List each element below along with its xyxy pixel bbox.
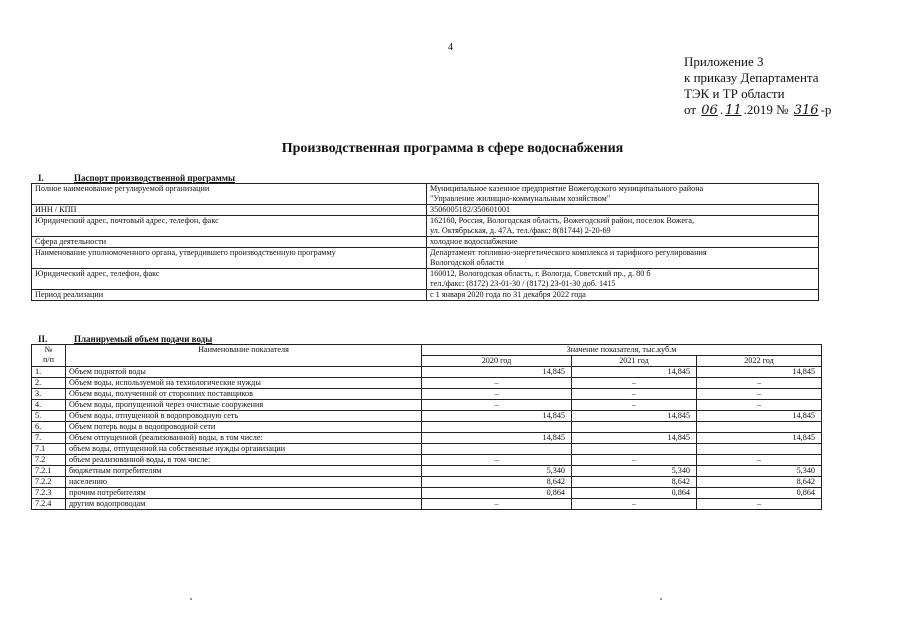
passport-key: Юридический адрес, почтовый адрес, телефон, факс <box>32 216 427 237</box>
passport-value-line: 3506005182/350601001 <box>430 205 511 214</box>
passport-key: Полное наименование регулируемой организации <box>32 184 427 205</box>
passport-value-line: холодное водоснабжение <box>430 237 518 246</box>
row-number: 7. <box>32 433 66 444</box>
passport-row <box>32 205 819 216</box>
volume-row <box>32 367 822 378</box>
row-number: 3. <box>32 389 66 400</box>
value-cell: 14,845 <box>572 433 697 444</box>
value-cell: – <box>697 378 822 389</box>
indicator-name: бюджетным потребителям <box>66 466 422 477</box>
order-number-suffix: -р <box>820 102 832 117</box>
value-cell: – <box>697 389 822 400</box>
indicator-name: Объем воды, отпущенной в водопроводную сеть <box>66 411 422 422</box>
indicator-name: другим водопроводам <box>66 499 422 510</box>
passport-key: Период реализации <box>32 290 427 301</box>
value-cell: – <box>422 378 572 389</box>
volume-row <box>32 455 822 466</box>
value-cell: – <box>422 499 572 510</box>
passport-value-line: "Управление жилищно-коммунальным хозяйством" <box>430 194 611 203</box>
value-cell: 14,845 <box>422 433 572 444</box>
passport-key: Юридический адрес, телефон, факс <box>32 269 427 290</box>
passport-row <box>32 184 819 205</box>
section-2-number: II. <box>38 334 48 344</box>
row-number: 7.2.4 <box>32 499 66 510</box>
passport-value-line: Муниципальное казенное предприятие Вожегодского муниципального района <box>430 184 704 193</box>
value-cell <box>572 444 697 455</box>
value-cell: – <box>422 455 572 466</box>
value-cell: – <box>572 455 697 466</box>
value-cell: – <box>572 400 697 411</box>
row-number: 7.2.3 <box>32 488 66 499</box>
passport-value-line: Департамент топливно-энергетического комплекса и тарифного регулирования <box>430 248 707 257</box>
value-cell: 14,845 <box>572 367 697 378</box>
value-cell: – <box>422 400 572 411</box>
volume-row <box>32 422 822 433</box>
volume-row <box>32 378 822 389</box>
passport-value-line: с 1 января 2020 года по 31 декабря 2022 года <box>430 290 586 299</box>
value-cell: 8,642 <box>697 477 822 488</box>
scan-speck <box>660 598 662 600</box>
value-cell: 0,864 <box>422 488 572 499</box>
passport-value <box>427 269 819 290</box>
passport-row <box>32 248 819 269</box>
appendix-line-3: ТЭК и ТР области <box>684 86 785 101</box>
date-month: 11 <box>725 103 742 118</box>
appendix-line-1: Приложение 3 <box>684 54 764 69</box>
passport-value-line: Вологодской области <box>430 258 504 267</box>
row-number: 7.2.1 <box>32 466 66 477</box>
passport-value-line: тел./факс: (8172) 23-01-30 / (8172) 23-01-30 доб. 1415 <box>430 279 616 288</box>
value-cell: – <box>572 378 697 389</box>
passport-key: Наименование уполномоченного органа, утвердившего производственную программу <box>32 248 427 269</box>
date-day: 06 <box>701 103 718 118</box>
value-cell <box>572 422 697 433</box>
passport-row <box>32 216 819 237</box>
section-1-title: Паспорт производственной программы <box>74 173 235 183</box>
row-number: 7.2 <box>32 455 66 466</box>
volume-row <box>32 499 822 510</box>
value-cell: 5,340 <box>422 466 572 477</box>
volume-row <box>32 400 822 411</box>
row-number: 7.2.2 <box>32 477 66 488</box>
indicator-name: объем реализованной воды, в том числе: <box>66 455 422 466</box>
date-year: .2019 № <box>743 102 789 117</box>
passport-value-line: 160012, Вологодская область, г. Вологда, Советский пр., д. 80 б <box>430 269 651 278</box>
value-cell: 14,845 <box>572 411 697 422</box>
indicator-name: Объем воды, пропущенной через очистные сооружения <box>66 400 422 411</box>
passport-key: Сфера деятельности <box>32 237 427 248</box>
indicator-name: Объем отпущенной (реализованной) воды, в том числе: <box>66 433 422 444</box>
indicator-name: Объем воды, полученной от сторонних поставщиков <box>66 389 422 400</box>
indicator-name: населению <box>66 477 422 488</box>
order-number: 316 <box>793 103 819 118</box>
value-cell: – <box>572 389 697 400</box>
value-cell: 14,845 <box>422 367 572 378</box>
volume-table <box>31 344 822 510</box>
passport-key: ИНН / КПП <box>32 205 427 216</box>
value-cell: – <box>697 455 822 466</box>
volume-row <box>32 389 822 400</box>
header-value-group: Значение показателя, тыс.куб.м <box>422 345 822 356</box>
value-cell: 5,340 <box>572 466 697 477</box>
value-cell <box>422 444 572 455</box>
volume-row <box>32 466 822 477</box>
row-number: 2. <box>32 378 66 389</box>
value-cell: 8,642 <box>422 477 572 488</box>
value-cell: 14,845 <box>697 433 822 444</box>
indicator-name: Объем поднятой воды <box>66 367 422 378</box>
row-number: 7.1 <box>32 444 66 455</box>
passport-row <box>32 269 819 290</box>
page-number: 4 <box>448 42 453 53</box>
indicator-name: прочим потребителям <box>66 488 422 499</box>
value-cell: – <box>697 499 822 510</box>
passport-row <box>32 237 819 248</box>
volume-row <box>32 444 822 455</box>
section-2-heading <box>38 334 212 344</box>
volume-row <box>32 488 822 499</box>
appendix-date-line: от 06 . 11 .2019 № 316 -р <box>684 102 832 118</box>
document-title: Производственная программа в сфере водоснабжения <box>281 141 624 156</box>
row-number: 6. <box>32 422 66 433</box>
section-1-number: I. <box>38 173 44 183</box>
passport-value <box>427 205 819 216</box>
row-number: 1. <box>32 367 66 378</box>
value-cell: 8,642 <box>572 477 697 488</box>
passport-value-line: ул. Октябрьская, д. 47А, тел./факс: 8(81744) 2-20-69 <box>430 226 611 235</box>
value-cell: 5,340 <box>697 466 822 477</box>
passport-value <box>427 237 819 248</box>
passport-value <box>427 216 819 237</box>
volume-row <box>32 477 822 488</box>
value-cell: 0,864 <box>697 488 822 499</box>
indicator-name: Объем потерь воды в водопроводной сети <box>66 422 422 433</box>
passport-table <box>31 183 819 301</box>
appendix-line-2: к приказу Департамента <box>684 70 819 85</box>
scan-speck <box>190 598 192 600</box>
header-year-2022: 2022 год <box>697 356 822 367</box>
date-prefix: от <box>684 102 697 117</box>
value-cell: 14,845 <box>697 411 822 422</box>
section-2-title: Планируемый объем подачи воды <box>74 334 213 344</box>
appendix-block <box>684 54 831 119</box>
value-cell <box>422 422 572 433</box>
passport-value <box>427 248 819 269</box>
passport-value <box>427 290 819 301</box>
volume-row <box>32 411 822 422</box>
section-1-heading <box>38 173 235 183</box>
value-cell: 14,845 <box>422 411 572 422</box>
header-name: Наименование показателя <box>66 345 422 367</box>
row-number: 5. <box>32 411 66 422</box>
passport-value <box>427 184 819 205</box>
value-cell: – <box>572 499 697 510</box>
header-year-2021: 2021 год <box>572 356 697 367</box>
value-cell: 0,864 <box>572 488 697 499</box>
value-cell: – <box>697 400 822 411</box>
passport-value-line: 162160, Россия, Вологодская область, Вожегодский район, поселок Вожега, <box>430 216 695 225</box>
header-number: № п/п <box>32 345 66 367</box>
indicator-name: объем воды, отпущенной на собственные нужды организации <box>66 444 422 455</box>
header-year-2020: 2020 год <box>422 356 572 367</box>
value-cell: – <box>422 389 572 400</box>
value-cell: 14,845 <box>697 367 822 378</box>
volume-row <box>32 433 822 444</box>
row-number: 4. <box>32 400 66 411</box>
passport-row <box>32 290 819 301</box>
value-cell <box>697 422 822 433</box>
indicator-name: Объем воды, используемой на технологические нужды <box>66 378 422 389</box>
value-cell <box>697 444 822 455</box>
